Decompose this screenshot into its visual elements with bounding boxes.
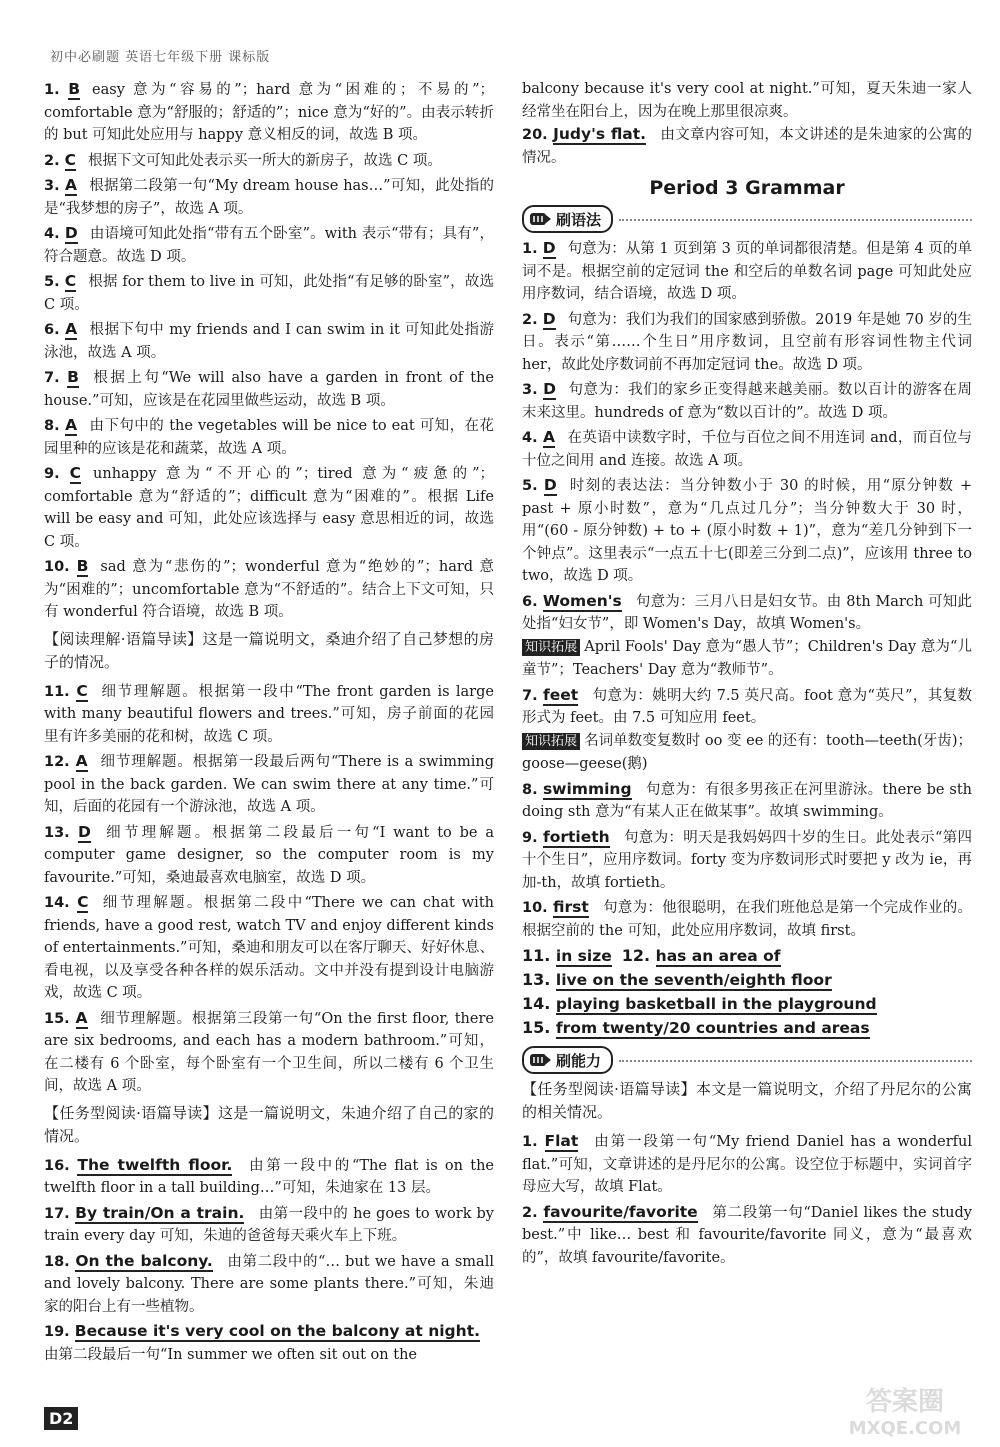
answer-key: fortieth xyxy=(542,827,610,846)
item-number: 13. xyxy=(522,970,556,989)
answer-key: from twenty/20 countries and areas xyxy=(555,1019,870,1037)
explanation: 句意为：三月八日是妇女节。由 8th March 可知此处指“妇女节”，即 Women's Day，故填 Women's。 xyxy=(522,593,972,632)
answer-item xyxy=(522,378,972,424)
answer-key: C xyxy=(64,272,77,290)
answer-item xyxy=(522,896,972,942)
item-number: 9. xyxy=(522,829,543,846)
answer-item xyxy=(44,366,494,412)
answer-key: By train/On a train. xyxy=(75,1203,245,1222)
item-number: 4. xyxy=(522,430,544,446)
answer-item xyxy=(522,1201,972,1270)
explanation: 由下句中的 the vegetables will be nice to eat 可知，在花园里种的应该是花和蔬菜，故选 A 项。 xyxy=(44,418,494,457)
right-column xyxy=(522,78,972,1271)
answer-item xyxy=(44,750,494,819)
explanation: 由语境可知此处指“带有五个卧室”。with 表示“带有；具有”，符合题意。故选 D 项。 xyxy=(44,226,494,265)
explanation: 根据上句“We will also have a garden in front of the house.”可知，应该是在花园里做些运动，故选 B 项。 xyxy=(44,370,494,409)
item-number: 2. xyxy=(44,152,65,169)
answer-key: in size xyxy=(555,947,612,965)
answer-key: A xyxy=(543,428,556,446)
period-title: Period 3 Grammar xyxy=(649,177,845,199)
knowledge-tag: 知识拓展 xyxy=(522,733,580,750)
answer-key: Judy's flat. xyxy=(553,125,647,143)
item-number: 20. xyxy=(522,127,554,143)
answer-key: has an area of xyxy=(655,947,781,965)
item-number: 1. xyxy=(44,82,69,98)
answer-item xyxy=(44,891,494,1005)
item-number: 15. xyxy=(44,1010,76,1027)
answer-key: Because it's very cool on the balcony at night. xyxy=(74,1322,480,1340)
explanation: 细节理解题。根据第一段最后两句“There is a swimming pool in the back garden. We can swim there at any time.”可知，后面的花园有一个游泳池，故选 A 项。 xyxy=(44,754,494,815)
item-number: 2. xyxy=(522,1204,544,1221)
explanation: 句意为：从第 1 页到第 3 页的单词都很清楚。但是第 4 页的单词不是。根据空前的定冠词 the 和空后的单数名词 page 可知此处应用序数词，结合语境，故选 D 项。 xyxy=(522,241,972,302)
item-number: 2. xyxy=(522,311,543,328)
answer-item xyxy=(44,555,494,624)
explanation: 根据第二段第一句“My dream house has…”可知，此处指的是“我梦想的房子”，故选 A 项。 xyxy=(44,178,494,217)
answer-key: A xyxy=(65,416,78,434)
answer-key: C xyxy=(77,893,89,911)
answer-item xyxy=(522,474,972,588)
item-number: 1. xyxy=(522,241,543,257)
fill-row xyxy=(522,944,972,968)
item-number: 6. xyxy=(522,593,543,610)
answer-item xyxy=(44,1154,494,1200)
item-number: 19. xyxy=(44,1324,75,1340)
answer-key: A xyxy=(75,1008,88,1027)
item-number: 3. xyxy=(44,178,65,194)
section-grammar: 刷语法 xyxy=(522,205,972,233)
item-number: 10. xyxy=(522,900,554,916)
item-number: 14. xyxy=(522,994,556,1013)
knowledge-text: April Fools' Day 意为“愚人节”；Children's Day 意为“儿童节”；Teachers' Day 意为“教师节”。 xyxy=(522,638,972,678)
answer-key: D xyxy=(543,476,557,494)
explanation: sad 意为“悲伤的”；wonderful 意为“绝妙的”；hard 意为“困难的”；uncomfortable 意为“不舒适的”。结合上下文可知，只有 wonderful 符合语境，故选 B 项。 xyxy=(44,559,494,620)
answer-key: B xyxy=(68,80,81,98)
item-number: 12. xyxy=(621,946,656,965)
item-number: 13. xyxy=(44,824,78,841)
explanation: 第二段第一句“Daniel likes the study best.”中 like… best 和 favourite/favorite 同义，意为“最喜欢的”，故填 favourite/favorite。 xyxy=(522,1204,972,1266)
explanation: 句意为：姚明大约 7.5 英尺高。foot 意为“英尺”，其复数形式为 feet。由 7.5 可知应用 feet。 xyxy=(522,687,972,726)
item-number: 4. xyxy=(44,226,65,242)
item-number: 8. xyxy=(522,781,543,798)
item-number: 10. xyxy=(44,559,77,575)
explanation: 由第一段中的 he goes to work by train every day 可知，朱迪的爸爸每天乘火车上下班。 xyxy=(44,1205,494,1244)
item-number: 9. xyxy=(44,466,70,482)
answer-key: On the balcony. xyxy=(75,1251,213,1270)
reading-guide: 【阅读理解·语篇导读】这是一篇说明文，桑迪介绍了自己梦想的房子的情况。 xyxy=(44,629,494,671)
answer-item xyxy=(522,590,972,682)
explanation: 时刻的表达法：当分钟数小于 30 的时候，用“原分钟数 + past + 原小时数”，意为“几点过几分”；当分钟数大于 30 时，用“(60 - 原分钟数) + to + (原小时数 + 1)”，意为“差几分钟到下一个钟点”。这里表示“一点五十七(即差三分到二点)”，应该用 three to two，故选 D 项。 xyxy=(522,478,972,584)
explanation: 句意为：他很聪明，在我们班他总是第一个完成作业的。根据空前的 the 可知，此处应用序数词，故填 first。 xyxy=(522,900,972,939)
item-number: 7. xyxy=(522,687,544,704)
fill-answers xyxy=(522,944,972,1040)
answer-key: D xyxy=(542,239,556,257)
item-number: 15. xyxy=(522,1018,556,1037)
answer-key: D xyxy=(542,309,556,328)
svg-text:答案圈: 答案圈 xyxy=(865,1387,945,1417)
answer-key: A xyxy=(65,320,78,338)
item-number: 6. xyxy=(44,322,66,338)
answer-key: C xyxy=(69,464,82,482)
section-ability: 刷能力 xyxy=(522,1046,972,1074)
answer-item xyxy=(44,1202,494,1248)
fill-row xyxy=(522,1016,972,1040)
page-number: D2 xyxy=(44,1407,78,1430)
answer-item xyxy=(522,684,972,776)
explanation: 由第一段中的“The flat is on the twelfth floor in a tall building…”可知，朱迪家在 13 层。 xyxy=(44,1157,495,1196)
running-header: 初中必刷题 英语七年级下册 课标版 xyxy=(50,50,271,65)
answer-item xyxy=(522,426,972,472)
explanation: 细节理解题。根据第三段第一句“On the first floor, there are six bedrooms, and each has a modern bathroom.”可知，在二楼有 6 个卧室，每个卧室有一个卫生间，所以二楼有 6 个卫生间，故选 A 项。 xyxy=(44,1010,494,1094)
answer-key: playing basketball in the playground xyxy=(555,995,877,1013)
explanation: 句意为：我们的家乡正变得越来越美丽。数以百计的游客在周末来这里。hundreds of 意为“数以百计的”。故选 D 项。 xyxy=(522,382,972,421)
answer-key: favourite/favorite xyxy=(543,1202,698,1221)
svg-text:MXQE.COM: MXQE.COM xyxy=(848,1418,962,1439)
continued-text: balcony because it's very cool at night.”可知，夏天朱迪一家人经常坐在阳台上，因为在晚上那里很凉爽。 xyxy=(522,81,972,120)
answer-item xyxy=(44,414,494,460)
answer-item xyxy=(522,123,972,169)
item-number: 8. xyxy=(44,418,66,434)
fill-row xyxy=(522,968,972,992)
item-number: 11. xyxy=(44,683,77,700)
explanation: 细节理解题。根据第二段中“There we can chat with friends, have a good rest, watch TV and enjoy different kinds of entertainments.”可知，桑迪和朋友可以在客厅聊天、好好休息、看电视，以及享受各种各样的娱乐活动。文中并没有提到设计电脑游戏，故选 C 项。 xyxy=(44,895,494,1001)
answer-item xyxy=(522,778,972,824)
item-number: 3. xyxy=(522,382,544,398)
answer-key: The twelfth floor. xyxy=(77,1155,233,1174)
item-number: 14. xyxy=(44,895,78,911)
answers-top xyxy=(522,123,972,169)
item-number: 11. xyxy=(522,946,556,965)
item-number: 17. xyxy=(44,1205,76,1222)
answer-key: live on the seventh/eighth floor xyxy=(555,971,832,989)
answer-item xyxy=(44,1250,494,1319)
answer-key: C xyxy=(76,681,88,700)
answer-key: swimming xyxy=(542,779,632,798)
explanation: 由文章内容可知，本文讲述的是朱迪家的公寓的情况。 xyxy=(522,127,972,166)
item-number: 5. xyxy=(44,274,65,290)
answer-key: C xyxy=(64,150,77,169)
explanation: 由第二段最后一句“In summer we often sit out on the xyxy=(44,1346,417,1363)
explanation: 由第二段中的“… but we have a small and lovely balcony. There are some plants there.”可知，朱迪家的阳台上有一些植物。 xyxy=(44,1253,494,1315)
answer-item xyxy=(44,680,494,749)
answer-key: A xyxy=(75,752,88,770)
explanation: unhappy 意为“不开心的”；tired 意为“疲惫的”；comfortable 意为“舒适的”；difficult 意为“困难的”。根据 Life will be easy and 可知，此处应该选择与 easy 意思相近的词，故选 C 项。 xyxy=(44,466,494,550)
explanation: 由第一段第一句“My friend Daniel has a wonderful flat.”可知，文章讲述的是丹尼尔的公寓。设空位于标题中，实词首字母应大写，故填 Flat。 xyxy=(522,1134,972,1195)
answer-key: Women's xyxy=(542,591,622,610)
grammar-answers xyxy=(522,237,972,942)
item-number: 12. xyxy=(44,754,76,770)
answer-item xyxy=(44,270,494,316)
explanation: 根据下句中 my friends and I can swim in it 可知此处指游泳池，故选 A 项。 xyxy=(44,322,494,361)
explanation: 根据 for them to live in 可知，此处指“有足够的卧室”，故选 C 项。 xyxy=(44,274,494,313)
explanation: 根据下文可知此处表示买一所大的新房子，故选 C 项。 xyxy=(88,152,442,169)
answer-key: B xyxy=(76,557,89,575)
answer-item xyxy=(44,174,494,220)
answer-key: A xyxy=(64,176,77,194)
explanation: 细节理解题。根据第二段最后一句“I want to be a computer game designer, so the computer room is my favourite.”可知，桑迪最喜欢电脑室，故选 D 项。 xyxy=(44,824,494,886)
answer-key: D xyxy=(64,224,78,242)
answer-item xyxy=(44,78,494,147)
explanation: easy 意为“容易的”；hard 意为“困难的；不易的”；comfortable 意为“舒服的；舒适的”；nice 意为“好的”。由表示转折的 but 可知此处应用与 happy 意义相反的词，故选 B 项。 xyxy=(44,82,494,143)
answer-item xyxy=(522,1130,972,1199)
explanation: 句意为：我们为我们的国家感到骄傲。2019 年是她 70 岁的生日。表示“第……个生日”用序数词，且空前有形容词性物主代词 her，故此处序数词前不再加定冠词 the。故选 D 项。 xyxy=(522,311,972,373)
answer-item xyxy=(44,222,494,268)
answer-key: D xyxy=(77,822,91,841)
explanation: 句意为：有很多男孩正在河里游泳。there be sth doing sth 意为“有某人正在做某事”。故填 swimming。 xyxy=(522,781,972,820)
answer-key: D xyxy=(543,380,556,398)
reading-guide: 【任务型阅读·语篇导读】这是一篇说明文，朱迪介绍了自己的家的情况。 xyxy=(44,1103,494,1145)
explanation: 在英语中读数字时，千位与百位之间不用连词 and，而百位与十位之间用 and 连接。故选 A 项。 xyxy=(522,430,972,469)
answer-item xyxy=(44,149,494,173)
item-number: 5. xyxy=(522,478,544,494)
explanation: 句意为：明天是我妈妈四十岁的生日。此处表示“第四十个生日”，应用序数词。forty 变为序数词形式时要把 y 改为 ie，再加-th，故填 fortieth。 xyxy=(522,829,972,891)
answer-item xyxy=(522,237,972,306)
knowledge-tag: 知识拓展 xyxy=(522,639,580,656)
left-column xyxy=(44,78,494,1368)
answer-key: Flat xyxy=(544,1132,579,1150)
item-number: 18. xyxy=(44,1253,76,1270)
pencil-icon xyxy=(528,209,552,229)
answer-key: feet xyxy=(543,685,579,704)
pencil-icon xyxy=(528,1050,552,1070)
ability-answers xyxy=(522,1130,972,1269)
knowledge-text: 名词单数变复数时 oo 变 ee 的还有：tooth—teeth(牙齿)；goose—geese(鹅) xyxy=(522,732,972,772)
answer-key: first xyxy=(553,898,589,916)
watermark-logo xyxy=(830,1380,980,1440)
fill-row xyxy=(522,992,972,1016)
explanation: 细节理解题。根据第一段中“The front garden is large with many beautiful flowers and trees.”可知，房子前面的花园里有许多美丽的花和树，故选 C 项。 xyxy=(44,683,494,745)
item-number: 16. xyxy=(44,1157,78,1174)
answer-item xyxy=(44,318,494,364)
answer-item xyxy=(522,308,972,377)
answer-item xyxy=(44,821,494,890)
reading-guide: 【任务型阅读·语篇导读】本文是一篇说明文，介绍了丹尼尔的公寓的相关情况。 xyxy=(522,1080,972,1121)
answer-item xyxy=(44,1007,494,1098)
answer-item xyxy=(522,826,972,895)
item-number: 7. xyxy=(44,370,68,386)
answer-item xyxy=(44,462,494,553)
item-number: 1. xyxy=(522,1134,545,1150)
answer-item xyxy=(44,1320,494,1366)
answer-key: B xyxy=(67,368,79,386)
